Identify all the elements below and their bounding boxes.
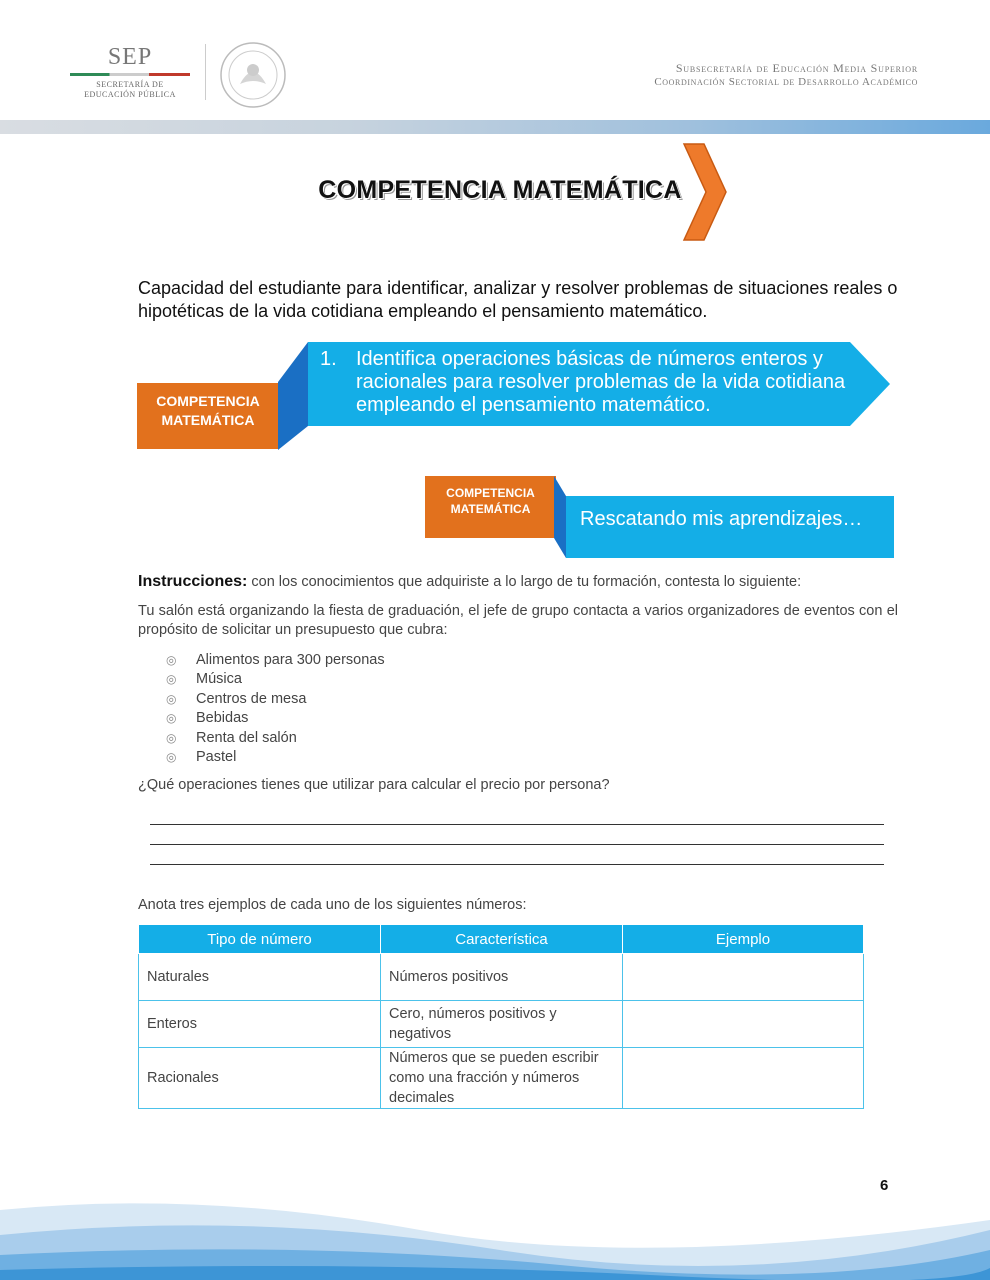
sep-logo <box>70 44 190 100</box>
cell-type: Racionales <box>139 1048 381 1109</box>
tag-small-line-2: MATEMÁTICA <box>450 502 531 516</box>
answer-line[interactable] <box>150 824 884 825</box>
competencia-tag-small <box>425 476 556 538</box>
footer-waves <box>0 1180 990 1280</box>
circle-bullet-icon: ◎ <box>166 711 177 726</box>
circle-bullet-icon: ◎ <box>166 691 177 706</box>
header-divider <box>205 44 206 100</box>
cell-example[interactable] <box>623 954 864 1001</box>
competencia-tag <box>137 383 279 449</box>
list-item: ◎ Renta del salón <box>166 729 385 748</box>
number-types-table <box>138 924 864 1109</box>
circle-bullet-icon: ◎ <box>166 749 177 764</box>
scenario-paragraph: Tu salón está organizando la fiesta de graduación, el jefe de grupo contacta a varios organizadores de eventos con el propósito de solicitar un presupuesto que cubra: <box>138 603 898 638</box>
instructions <box>138 573 900 591</box>
table-row <box>139 1048 864 1109</box>
page-number: 6 <box>880 1177 889 1194</box>
cell-type: Enteros <box>139 1001 381 1048</box>
circle-bullet-icon: ◎ <box>166 730 177 745</box>
list-item: ◎ Alimentos para 300 personas <box>166 651 385 670</box>
page-title: COMPETENCIA MATEMÁTICA <box>318 176 682 204</box>
chevron-right-icon <box>682 142 728 242</box>
col-header-example: Ejemplo <box>623 925 864 954</box>
answer-line[interactable] <box>150 844 884 845</box>
table-instruction: Anota tres ejemplos de cada uno de los siguientes números: <box>138 897 527 913</box>
table-row <box>139 954 864 1001</box>
header-line-2: Coordinación Sectorial de Desarrollo Académico <box>654 76 918 88</box>
col-header-characteristic: Característica <box>381 925 623 954</box>
instructions-text: con los conocimientos que adquiriste a lo largo de tu formación, contesta lo siguiente: <box>247 574 802 590</box>
list-item: ◎ Centros de mesa <box>166 690 385 709</box>
instructions-label: Instrucciones: <box>138 573 248 590</box>
cell-characteristic: Números que se pueden escribir como una fracción y números decimales <box>381 1048 623 1109</box>
col-header-type: Tipo de número <box>139 925 381 954</box>
question: ¿Qué operaciones tienes que utilizar para calcular el precio por persona? <box>138 777 610 793</box>
header-line-1: Subsecretaría de Educación Media Superior <box>675 61 918 75</box>
cell-example[interactable] <box>623 1001 864 1048</box>
competency-text: Identifica operaciones básicas de números enteros y racionales para resolver problemas de la vida cotidiana empleando el pensamiento matemático. <box>356 348 846 416</box>
list-item: ◎ Bebidas <box>166 709 385 728</box>
cell-characteristic: Números positivos <box>381 954 623 1001</box>
page-header <box>0 0 990 118</box>
answer-line[interactable] <box>150 864 884 865</box>
competency-statement <box>320 348 860 417</box>
logo-sub-1: SECRETARÍA DE <box>96 80 164 89</box>
competency-number: 1. <box>320 348 337 370</box>
circle-bullet-icon: ◎ <box>166 672 177 687</box>
table-row <box>139 1001 864 1048</box>
tag-line-1: COMPETENCIA <box>156 393 260 409</box>
budget-list <box>166 651 385 767</box>
intro-paragraph: Capacidad del estudiante para identificar, analizar y resolver problemas de situaciones reales o hipotéticas de la vida cotidiana empleando el pensamiento matemático. <box>138 278 898 321</box>
tag-line-2: MATEMÁTICA <box>161 412 255 428</box>
cell-type: Naturales <box>139 954 381 1001</box>
cell-example[interactable] <box>623 1048 864 1109</box>
circle-bullet-icon: ◎ <box>166 653 177 667</box>
national-seal-icon <box>218 40 288 110</box>
tag-small-line-1: COMPETENCIA <box>446 486 535 500</box>
list-item: ◎ Pastel <box>166 748 385 767</box>
table-header-row <box>139 925 864 954</box>
list-item: ◎ Música <box>166 670 385 689</box>
logo-word: SEP <box>107 44 153 70</box>
cell-characteristic: Cero, números positivos y negativos <box>381 1001 623 1048</box>
section-title: Rescatando mis aprendizajes… <box>580 508 863 530</box>
header-institution <box>654 61 918 88</box>
header-band <box>0 120 990 134</box>
logo-sub-2: EDUCACIÓN PÚBLICA <box>84 90 176 99</box>
logo-flag-line <box>70 73 190 76</box>
